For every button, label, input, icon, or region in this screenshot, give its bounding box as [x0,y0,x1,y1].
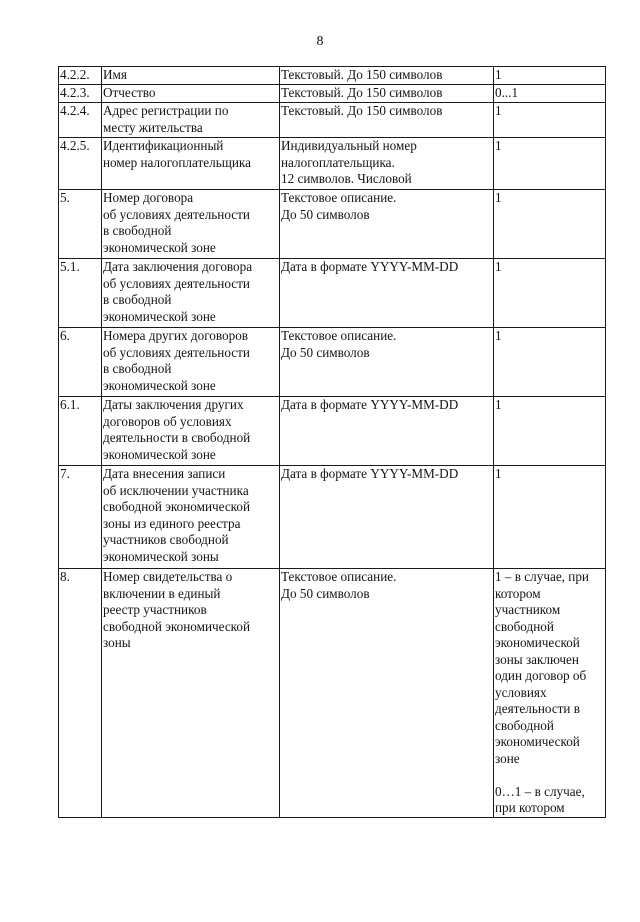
table-row [59,67,606,85]
field-format-cell: Дата в формате YYYY-MM-DD [280,466,494,569]
field-name-cell: Даты заключения других договоров об условиях деятельности в свободной экономической зоне [102,397,280,466]
field-name-cell: Дата внесения записи об исключении участника свободной экономической зоны из единого реестра участников свободной экономической зоны [102,466,280,569]
table-row [59,466,606,569]
row-number-cell: 4.2.4. [59,103,102,138]
field-format-cell: Текстовое описание. До 50 символов [280,328,494,397]
multiplicity-cell: 1 – в случае, при котором участником свободной экономической зоны заключен один договор об условиях деятельности в свободной экономической зоне 0…1 – в случае, при котором [494,569,606,818]
field-name-cell: Дата заключения договора об условиях деятельности в свободной экономической зоне [102,259,280,328]
field-name-cell: Номер свидетельства о включении в единый реестр участников свободной экономической зоны [102,569,280,818]
field-name-cell: Номер договора об условиях деятельности в свободной экономической зоне [102,190,280,259]
table-body [59,67,606,818]
multiplicity-cell: 1 [494,190,606,259]
row-number-cell: 4.2.3. [59,85,102,103]
row-number-cell: 7. [59,466,102,569]
field-format-cell: Текстовое описание. До 50 символов [280,190,494,259]
field-format-cell: Индивидуальный номер налогоплательщика. 12 символов. Числовой [280,138,494,190]
row-number-cell: 6.1. [59,397,102,466]
field-name-cell: Идентификационный номер налогоплательщика [102,138,280,190]
multiplicity-cell: 0...1 [494,85,606,103]
table-row [59,85,606,103]
field-format-cell: Дата в формате YYYY-MM-DD [280,397,494,466]
table-row [59,190,606,259]
multiplicity-cell: 1 [494,138,606,190]
field-name-cell: Номера других договоров об условиях деятельности в свободной экономической зоне [102,328,280,397]
multiplicity-cell: 1 [494,466,606,569]
field-format-cell: Текстовый. До 150 символов [280,67,494,85]
row-number-cell: 6. [59,328,102,397]
row-number-cell: 8. [59,569,102,818]
row-number-cell: 4.2.2. [59,67,102,85]
multiplicity-cell: 1 [494,259,606,328]
table-row [59,569,606,818]
multiplicity-cell: 1 [494,103,606,138]
row-number-cell: 5. [59,190,102,259]
row-number-cell: 5.1. [59,259,102,328]
field-format-cell: Текстовое описание. До 50 символов [280,569,494,818]
field-format-cell: Текстовый. До 150 символов [280,85,494,103]
page-number: 8 [316,34,324,49]
field-name-cell: Адрес регистрации по месту жительства [102,103,280,138]
multiplicity-cell: 1 [494,397,606,466]
fields-table [58,66,606,818]
row-number-cell: 4.2.5. [59,138,102,190]
field-format-cell: Дата в формате YYYY-MM-DD [280,259,494,328]
multiplicity-cell: 1 [494,67,606,85]
field-name-cell: Отчество [102,85,280,103]
table-row [59,103,606,138]
table-row [59,328,606,397]
table-row [59,397,606,466]
table-row [59,259,606,328]
field-format-cell: Текстовый. До 150 символов [280,103,494,138]
multiplicity-cell: 1 [494,328,606,397]
field-name-cell: Имя [102,67,280,85]
table-row [59,138,606,190]
